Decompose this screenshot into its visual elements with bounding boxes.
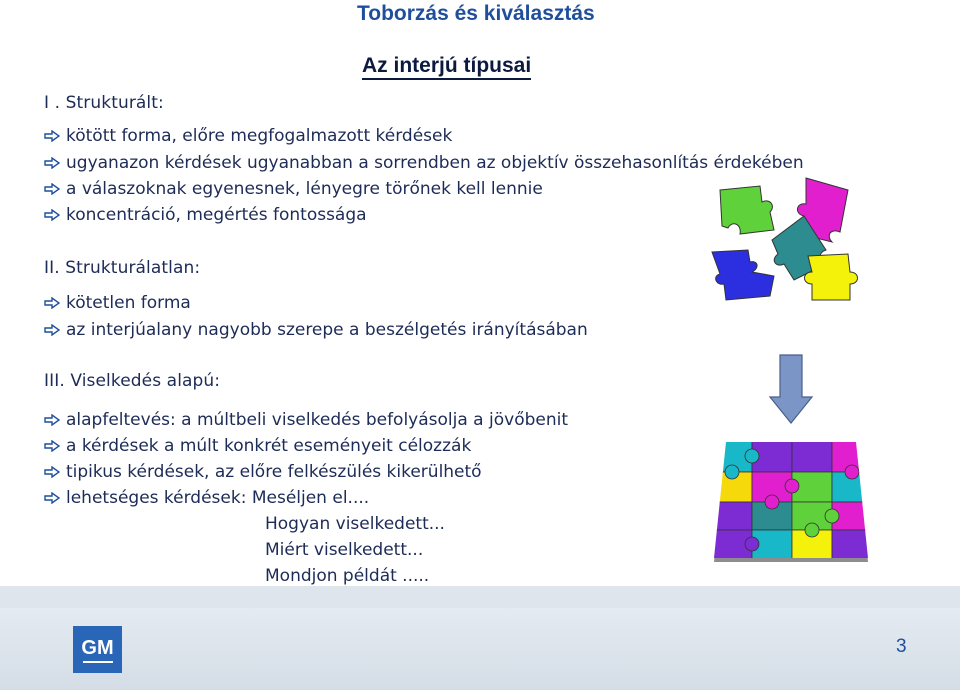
arrow-right-outline-icon (44, 414, 60, 426)
bullet-text: ugyanazon kérdések ugyanabban a sorrendben az objektív összehasonlítás érdekében (66, 153, 804, 173)
section-heading-structured: I . Strukturált: (44, 93, 164, 113)
slide-title: Toborzás és kiválasztás (357, 2, 595, 25)
arrow-right-outline-icon (44, 130, 60, 142)
slide-subtitle: Az interjú típusai (362, 54, 531, 80)
bullet-item (44, 462, 482, 482)
section-heading-unstructured: II. Strukturálatlan: (44, 258, 201, 278)
arrow-right-outline-icon (44, 492, 60, 504)
arrow-right-outline-icon (44, 440, 60, 452)
scattered-puzzle-pieces-image (700, 172, 860, 302)
arrow-down-icon (768, 353, 814, 425)
bullet-item (44, 205, 367, 225)
arrow-right-outline-icon (44, 297, 60, 309)
bullet-item (44, 126, 452, 146)
bullet-text: kötetlen forma (66, 293, 191, 313)
page-number: 3 (896, 636, 907, 657)
continuation-line: Hogyan viselkedett... (265, 514, 445, 534)
arrow-right-outline-icon (44, 183, 60, 195)
bullet-item (44, 436, 471, 456)
gm-logo-text: GM (81, 636, 114, 659)
section-heading-behavioral: III. Viselkedés alapú: (44, 371, 221, 391)
bullet-text: alapfeltevés: a múltbeli viselkedés befolyásolja a jövőbenit (66, 410, 569, 430)
bullet-text: kötött forma, előre megfogalmazott kérdések (66, 126, 453, 146)
arrow-right-outline-icon (44, 209, 60, 221)
bullet-item (44, 153, 804, 173)
bullet-text: lehetséges kérdések: Meséljen el.... (66, 488, 370, 508)
bullet-text: koncentráció, megértés fontossága (66, 205, 367, 225)
continuation-line: Mondjon példát ..... (265, 566, 430, 586)
continuation-line: Miért viselkedett... (265, 540, 424, 560)
footer-strip (0, 586, 960, 608)
bullet-text: a válaszoknak egyenesnek, lényegre törőnek kell lennie (66, 179, 543, 199)
bullet-item (44, 410, 568, 430)
bullet-item (44, 293, 191, 313)
bullet-item (44, 488, 369, 508)
bullet-item (44, 320, 588, 340)
bullet-item (44, 179, 543, 199)
arrow-right-outline-icon (44, 324, 60, 336)
bullet-text: a kérdések a múlt konkrét eseményeit célozzák (66, 436, 472, 456)
assembled-puzzle-image (712, 440, 872, 570)
arrow-right-outline-icon (44, 466, 60, 478)
gm-logo (73, 626, 122, 673)
bullet-text: tipikus kérdések, az előre felkészülés kikerülhető (66, 462, 482, 482)
arrow-right-outline-icon (44, 157, 60, 169)
bullet-text: az interjúalany nagyobb szerepe a beszélgetés irányításában (66, 320, 588, 340)
